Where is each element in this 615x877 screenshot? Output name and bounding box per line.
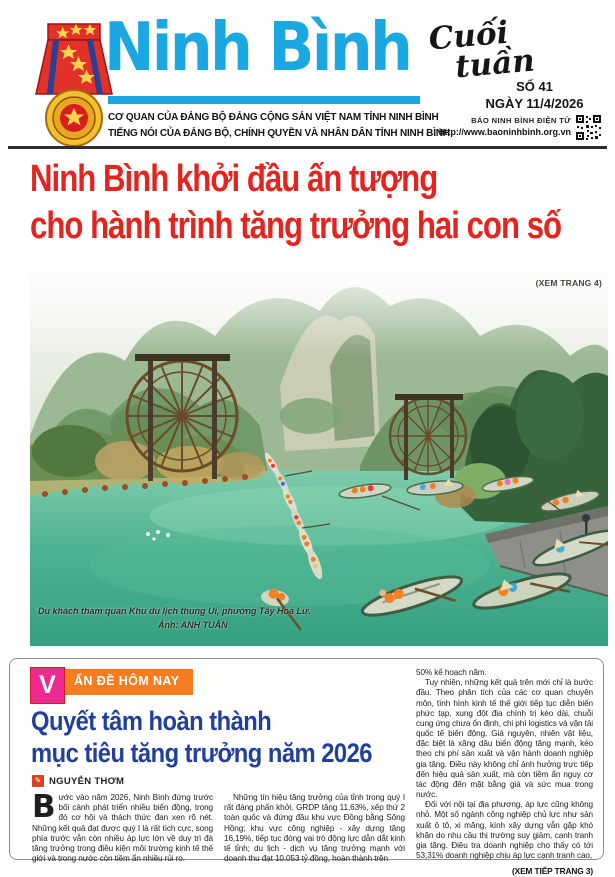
- see-page-note: (XEM TRANG 4): [535, 278, 602, 288]
- photo-caption: [38, 605, 311, 632]
- byline: [32, 775, 124, 787]
- column-2-text: Những tín hiệu tăng trưởng của tỉnh trong quý I rất đáng phấn khởi. GRDP tăng 11,63%, xếp thứ 2 toàn quốc và đứng đầu khu vực Đồng bằng Sông Hồng; khu vực công nghiệp - xây dựng tăng 16,19%, tiếp tục đóng vai trò động lực dẫn dắt kinh tế tỉnh; du lịch - dịch vụ tăng trưởng mạnh với doanh thu đạt 10.053 tỷ đồng, hoàn thành trên: [224, 793, 405, 864]
- pen-icon: ✎: [32, 775, 44, 787]
- column-1-text: ước vào năm 2026, Ninh Bình đứng trước bối cảnh phát triển nhiều biến động, trong đó cơ hội và thách thức đan xen rõ nét. Những kết quả đạt được quý I là rất tích cực, song phía trước vẫn còn nhiều áp lực lớn về duy trì đà tăng trưởng trong điều kiện môi trường kinh tế thế giới và trong nước còn tiềm ẩn nhiều rủi ro.: [32, 793, 213, 864]
- photo-caption-text: Du khách tham quan Khu du lịch thung Ui, phường Tây Hoa Lư.: [38, 606, 311, 616]
- column-3-paragraph-1: 50% kế hoạch năm.: [416, 668, 487, 677]
- epaper-label: BÁO NINH BÌNH ĐIỆN TỬ: [471, 116, 571, 125]
- lead-photo: [30, 266, 608, 646]
- website-url: http://www.baoninhbinh.org.vn: [438, 127, 571, 138]
- article-column-2: [224, 793, 405, 864]
- article-column-1: [32, 789, 213, 864]
- front-article-box: [9, 658, 604, 877]
- drop-cap: B: [32, 789, 56, 825]
- continue-note: (XEM TIẾP TRANG 3): [511, 866, 593, 877]
- tagline-line-1: CƠ QUAN CỦA ĐẢNG BỘ ĐẢNG CỘNG SẢN VIỆT NAM TỈNH NINH BÌNH: [108, 112, 439, 123]
- kicker-initial: V: [30, 667, 65, 704]
- byline-author: NGUYỄN THƠM: [49, 775, 125, 787]
- lead-photo-illustration: [30, 266, 608, 646]
- edition-label: [428, 16, 536, 86]
- article-column-3: [416, 668, 593, 877]
- edition-word-1: Cuối: [427, 14, 510, 58]
- article-headline: [31, 705, 436, 770]
- article-headline-line-2: mục tiêu tăng trưởng năm 2026: [31, 738, 372, 769]
- issue-number: SỐ 41: [516, 79, 553, 94]
- tagline-line-2: TIẾNG NÓI CỦA ĐẢNG BỘ, CHÍNH QUYỀN VÀ NHÂN DÂN TỈNH NINH BÌNH: [108, 127, 450, 139]
- qr-code: [575, 114, 602, 141]
- masthead-underline-bar: [108, 96, 420, 104]
- kicker-label: ẤN ĐỀ HÔM NAY: [44, 669, 193, 695]
- photo-credit: Ảnh: ANH TUẤN: [158, 619, 228, 630]
- article-body-columns: [32, 789, 406, 864]
- edition-word-2: tuần: [453, 42, 537, 86]
- lead-headline-line-1: Ninh Bình khởi đầu ấn tượng: [30, 158, 438, 200]
- issue-date: NGÀY 11/4/2026: [485, 95, 584, 111]
- column-3-paragraph-2: Tuy nhiên, những kết quả trên mới chỉ là bước đầu. Theo phân tích của các cơ quan chuyên môn, tình hình kinh tế thế giới tiếp tục diễn biến phức tạp, xung đột địa chính trị kéo dài, chuỗi cung ứng chưa ổn định, chi phí logistics và vận tải quốc tế biến động. Giá nguyên, nhiên vật liệu, đặc biệt là xăng dầu biến động tăng mạnh, kéo theo chi phí sản xuất và vận hành doanh nghiệp gia tăng. Điều này không chỉ ảnh hưởng trực tiếp đến hiệu quả sản xuất, mà còn tiềm ẩn nguy cơ tác động đến mặt bằng giá và sức mua trong nước.: [416, 678, 593, 800]
- issue-block: [462, 79, 607, 113]
- epaper-info: [439, 116, 571, 138]
- header-divider-rule: [8, 146, 607, 149]
- masthead-title: Ninh Bình: [104, 8, 411, 86]
- masthead-tagline: [108, 110, 450, 142]
- lead-headline: [30, 156, 562, 250]
- article-headline-line-1: Quyết tâm hoàn thành: [31, 706, 272, 736]
- column-3-paragraph-3: Đối với nội tại địa phương, áp lực cũng không nhỏ. Một số ngành công nghiệp chủ lực như sản xuất ô tô, xi măng, kính xây dựng vẫn gặp khó khăn do nhu cầu thị trường suy giảm, cạnh tranh gia tăng. Điều tra doanh nghiệp cho thấy có tới 53,31% doanh nghiệp chịu áp lực cạnh tranh cao,: [416, 800, 593, 861]
- lead-headline-line-2: cho hành trình tăng trưởng hai con số: [30, 205, 562, 248]
